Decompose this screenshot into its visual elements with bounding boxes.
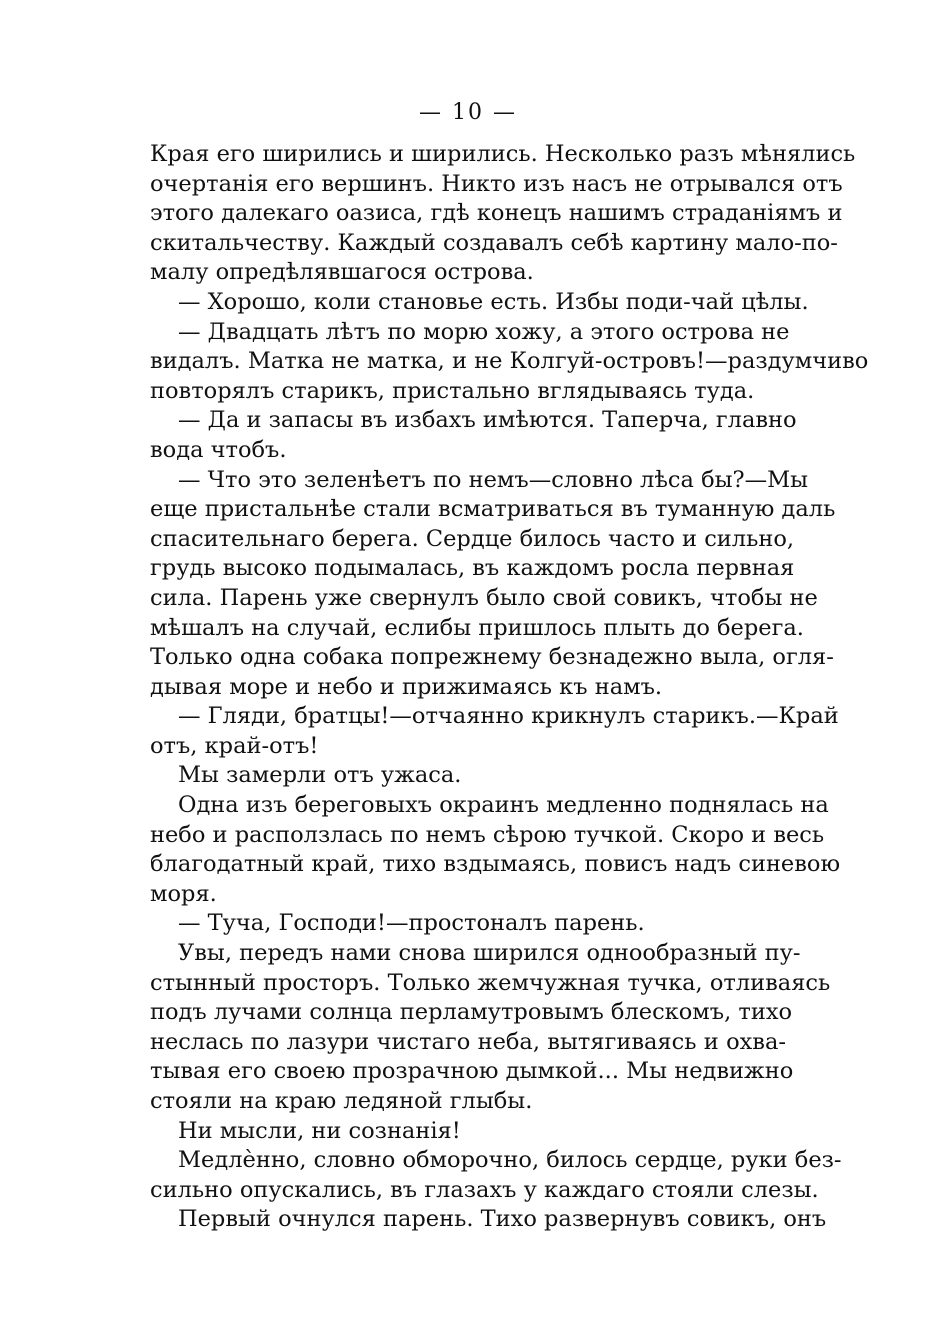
text-line: — Да и запасы въ избахъ имѣются. Таперча, главно bbox=[178, 407, 797, 434]
text-line: еще пристальнѣе стали всматриваться въ туманную даль bbox=[150, 496, 836, 523]
text-line: грудь высоко подымалась, въ каждомъ росла первная bbox=[150, 555, 795, 582]
text-line: скитальчеству. Каждый создавалъ себѣ картину мало-по- bbox=[150, 229, 838, 256]
text-line: — Что это зеленѣетъ по немъ—словно лѣса бы?—Мы bbox=[178, 466, 809, 493]
text-line: стояли на краю ледяной глыбы. bbox=[150, 1088, 533, 1114]
text-line: тывая его своею прозрачною дымкой... Мы недвижно bbox=[150, 1058, 794, 1085]
text-line: мѣшалъ на случай, еслибы пришлось плыть до берега. bbox=[150, 614, 804, 641]
text-line: видалъ. Матка не матка, и не Колгуй-островъ!—раздумчиво bbox=[150, 348, 869, 375]
text-line: Ни мысли, ни сознанія! bbox=[178, 1117, 461, 1144]
body-text bbox=[150, 140, 869, 1235]
text-line: Мы замерли отъ ужаса. bbox=[178, 762, 462, 789]
text-line: Увы, передъ нами снова ширился однообразный пу- bbox=[178, 940, 801, 967]
text-line: — Туча, Господи!—простоналъ парень. bbox=[178, 910, 645, 937]
text-line: подъ лучами солнца перламутровымъ блескомъ, тихо bbox=[150, 999, 793, 1026]
text-line: Только одна собака попрежнему безнадежно выла, огля- bbox=[150, 644, 834, 671]
text-line: повторялъ старикъ, пристально вглядываясь туда. bbox=[150, 377, 755, 404]
text-line: небо и расползлась по немъ сѣрою тучкой. Скоро и весь bbox=[150, 821, 825, 848]
text-line: малу опредѣлявшагося острова. bbox=[150, 259, 534, 286]
text-line: отъ, край-отъ! bbox=[150, 732, 319, 759]
text-line: моря. bbox=[150, 880, 217, 907]
text-line: спасительнаго берега. Сердце билось часто и сильно, bbox=[150, 525, 795, 552]
text-line: вода чтобъ. bbox=[150, 436, 287, 463]
text-line: сила. Парень уже свернулъ было свой совикъ, чтобы не bbox=[150, 584, 818, 611]
text-line: сильно опускались, въ глазахъ у каждаго стояли слезы. bbox=[150, 1176, 819, 1203]
text-line: дывая море и небо и прижимаясь къ намъ. bbox=[150, 673, 663, 700]
text-line: благодатный край, тихо вздымаясь, повисъ надъ синевою bbox=[150, 851, 841, 878]
text-line: этого далекаго оазиса, гдѣ конецъ нашимъ страданіямъ и bbox=[150, 200, 843, 227]
text-line: — Двадцать лѣтъ по морю хожу, а этого острова не bbox=[178, 318, 790, 345]
text-line: Первый очнулся парень. Тихо развернувъ совикъ, онъ bbox=[178, 1206, 827, 1233]
text-line: — Гляди, братцы!—отчаянно крикнулъ старикъ.—Край bbox=[178, 703, 839, 730]
text-line: Края его ширились и ширились. Несколько разъ мѣнялись bbox=[150, 141, 856, 167]
text-line: — Хорошо, коли становье есть. Избы поди-чай цѣлы. bbox=[178, 288, 809, 315]
page-number: — 10 — bbox=[419, 100, 517, 125]
text-line: очертанія его вершинъ. Никто изъ насъ не отрывался отъ bbox=[150, 170, 843, 197]
text-line: неслась по лазури чистаго неба, вытягиваясь и охва- bbox=[150, 1028, 786, 1055]
text-line: Одна изъ береговыхъ окраинъ медленно поднялась на bbox=[178, 792, 829, 819]
text-line: стынный просторъ. Только жемчужная тучка, отливаясь bbox=[150, 969, 831, 996]
text-line: Медлѐнно, словно обморочно, билось сердце, руки без- bbox=[178, 1147, 842, 1174]
